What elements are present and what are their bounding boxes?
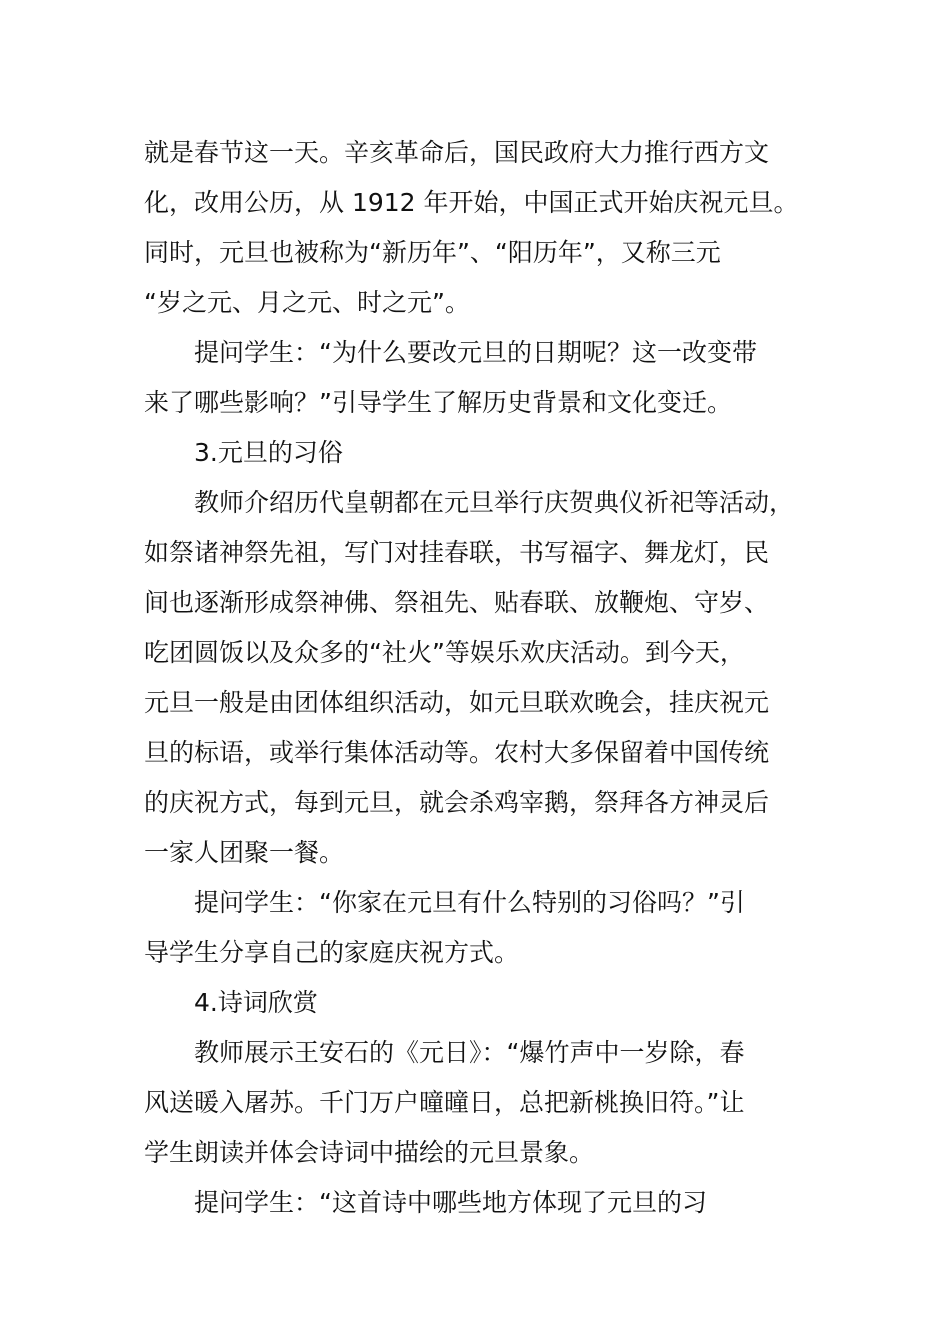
text-line: 导学生分享自己的家庭庆祝方式。 <box>144 938 520 967</box>
text-line: 3.元旦的习俗 <box>194 438 343 467</box>
text-line: 风送暖入屠苏。千门万户曈曈日，总把新桃换旧符。”让 <box>144 1088 745 1117</box>
text-line: 化，改用公历，从 1912 年开始，中国正式开始庆祝元旦。 <box>144 188 799 217</box>
text-line: 学生朗读并体会诗词中描绘的元旦景象。 <box>144 1138 595 1167</box>
text-line: 如祭诸神祭先祖，写门对挂春联，书写福字、舞龙灯，民 <box>144 538 770 567</box>
text-line: 同时，元旦也被称为“新历年”、“阳历年”，又称三元 <box>144 238 721 267</box>
text-line: 提问学生：“这首诗中哪些地方体现了元旦的习 <box>194 1188 707 1217</box>
text-line: 一家人团聚一餐。 <box>144 838 345 867</box>
text-line: 教师介绍历代皇朝都在元旦举行庆贺典仪祈祀等活动， <box>194 488 795 517</box>
text-line: 旦的标语，或举行集体活动等。农村大多保留着中国传统 <box>144 738 770 767</box>
text-line: 就是春节这一天。辛亥革命后，国民政府大力推行西方文 <box>144 138 770 167</box>
text-line: 提问学生：“你家在元旦有什么特别的习俗吗？”引 <box>194 888 745 917</box>
text-line: 的庆祝方式，每到元旦，就会杀鸡宰鹅，祭拜各方神灵后 <box>144 788 770 817</box>
text-line: 间也逐渐形成祭神佛、祭祖先、贴春联、放鞭炮、守岁、 <box>144 588 770 617</box>
text-line: 元旦一般是由团体组织活动，如元旦联欢晚会，挂庆祝元 <box>144 688 770 717</box>
text-line: 教师展示王安石的《元日》：“爆竹声中一岁除，春 <box>194 1038 745 1067</box>
text-line: 提问学生：“为什么要改元旦的日期呢？这一改变带 <box>194 338 757 367</box>
text-line: 吃团圆饭以及众多的“社火”等娱乐欢庆活动。到今天， <box>144 638 745 667</box>
document-body <box>144 128 824 1228</box>
text-line: 4.诗词欣赏 <box>194 988 318 1017</box>
text-line: “岁之元、月之元、时之元”。 <box>144 288 470 317</box>
text-line: 来了哪些影响？”引导学生了解历史背景和文化变迁。 <box>144 388 732 417</box>
